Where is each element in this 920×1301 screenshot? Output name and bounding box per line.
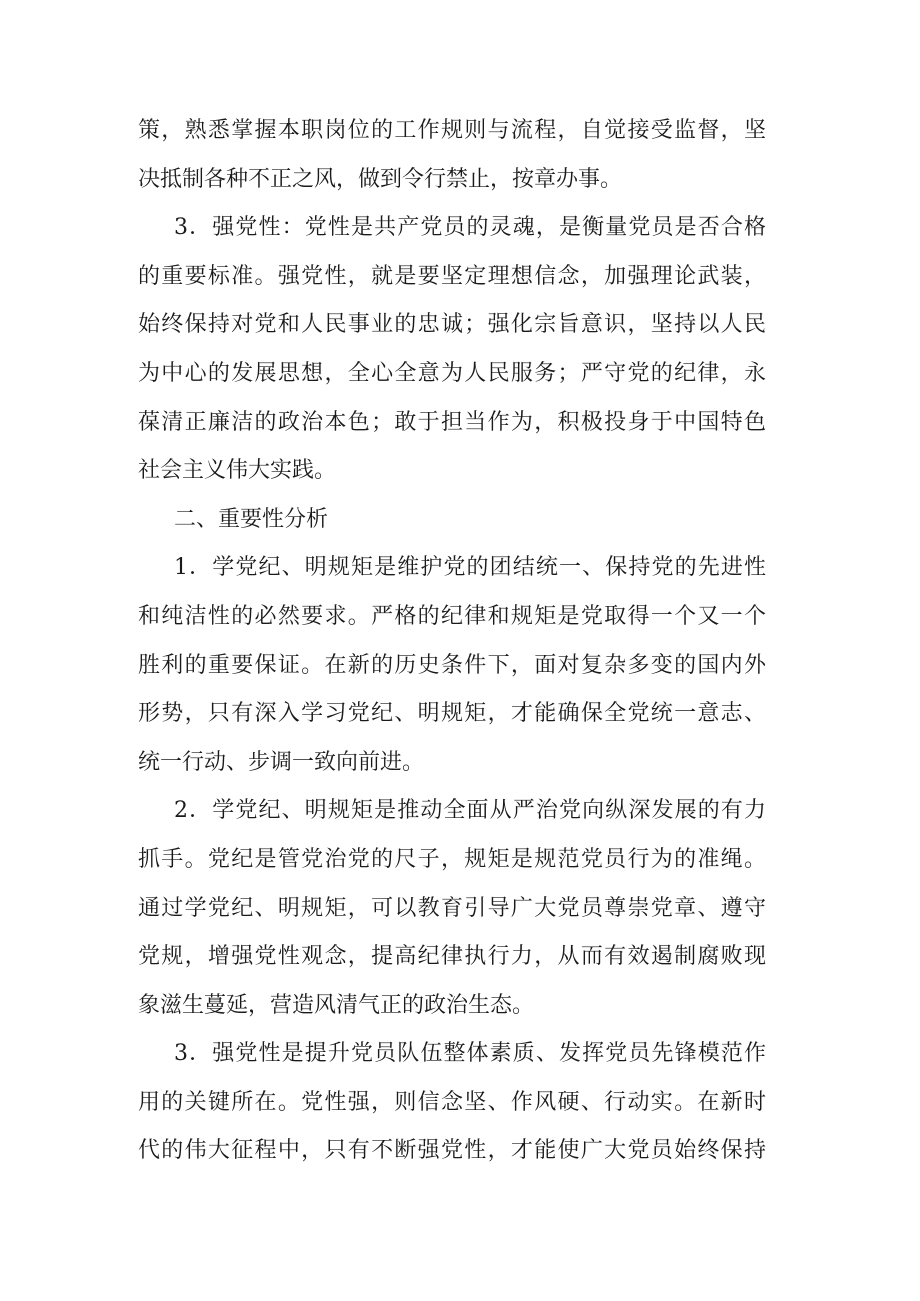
text-line: 形势，只有深入学习党纪、明规矩，才能确保全党统一意志、	[138, 701, 766, 727]
text-line: 统一行动、步调一致向前进。	[138, 749, 425, 775]
text-line: 始终保持对党和人民事业的忠诚；强化宗旨意识，坚持以人民	[138, 312, 766, 338]
document-body	[138, 107, 766, 1176]
text-line: 为中心的发展思想，全心全意为人民服务；严守党的纪律，永	[138, 360, 766, 386]
text-line: 的重要标准。强党性，就是要坚定理想信念，加强理论武装，	[138, 263, 766, 289]
text-line: 社会主义伟大实践。	[138, 458, 337, 484]
text-line: 通过学党纪、明规矩，可以教育引导广大党员尊崇党章、遵守	[138, 895, 766, 921]
text-line: 用的关键所在。党性强，则信念坚、作风硬、行动实。在新时	[138, 1089, 766, 1115]
text-line: 代的伟大征程中，只有不断强党性，才能使广大党员始终保持	[138, 1138, 766, 1164]
text-line: 党规，增强党性观念，提高纪律执行力，从而有效遏制腐败现	[138, 944, 766, 970]
text-line: 胜利的重要保证。在新的历史条件下，面对复杂多变的国内外	[138, 652, 766, 678]
text-line: 3．强党性是提升党员队伍整体素质、发挥党员先锋模范作	[174, 1041, 766, 1067]
section-heading: 二、重要性分析	[174, 506, 329, 532]
text-line: 葆清正廉洁的政治本色；敢于担当作为，积极投身于中国特色	[138, 409, 766, 435]
text-line: 3．强党性：党性是共产党员的灵魂，是衡量党员是否合格	[174, 215, 766, 241]
text-line: 策，熟悉掌握本职岗位的工作规则与流程，自觉接受监督，坚	[138, 118, 766, 143]
text-line: 和纯洁性的必然要求。严格的纪律和规矩是党取得一个又一个	[138, 603, 766, 629]
text-line: 决抵制各种不正之风，做到令行禁止，按章办事。	[138, 166, 623, 192]
text-line: 象滋生蔓延，营造风清气正的政治生态。	[138, 992, 535, 1018]
text-line: 1．学党纪、明规矩是维护党的团结统一、保持党的先进性	[174, 555, 766, 581]
text-line: 抓手。党纪是管党治党的尺子，规矩是规范党员行为的准绳。	[138, 846, 766, 872]
text-line: 2．学党纪、明规矩是推动全面从严治党向纵深发展的有力	[174, 798, 766, 824]
